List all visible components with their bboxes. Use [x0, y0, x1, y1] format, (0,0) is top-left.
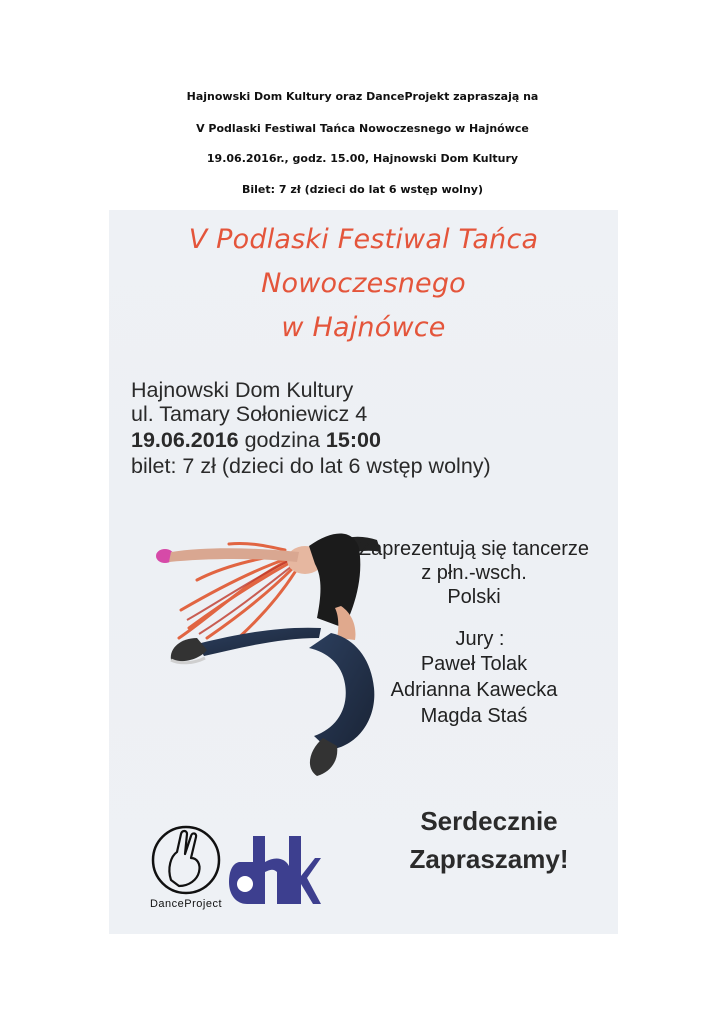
danceproject-logo-text: DanceProject	[149, 898, 223, 910]
poster-title-line-3: w Hajnówce	[281, 312, 446, 343]
danceproject-hand-icon	[131, 822, 241, 898]
poster-title-line-2: Nowoczesnego	[261, 268, 466, 299]
festival-poster	[109, 210, 618, 934]
ticket-info: bilet: 7 zł (dzieci do lat 6 wstęp wolny)	[131, 454, 491, 478]
venue-name: Hajnowski Dom Kultury	[131, 378, 354, 402]
closing-line-1: Serdecznie	[420, 806, 558, 836]
header-line-4: Bilet: 7 zł (dzieci do lat 6 wstęp wolny)	[241, 183, 483, 196]
danceproject-logo	[131, 822, 241, 912]
event-date: 19.06.2016	[131, 428, 239, 452]
closing-line-2: Zapraszamy!	[409, 844, 569, 874]
event-datetime	[131, 428, 381, 453]
jury-member-3: Magda Staś	[420, 705, 528, 727]
header-line-3: 19.06.2016r., godz. 15.00, Hajnowski Dom Kultury	[206, 152, 519, 165]
presenters-line-2: z płn.-wsch.	[421, 562, 527, 584]
jury-label: Jury :	[455, 628, 505, 650]
event-time: 15:00	[325, 428, 381, 452]
jury-member-2: Adrianna Kawecka	[390, 679, 558, 701]
presenters-line-3: Polski	[447, 586, 501, 608]
dhk-logo	[227, 832, 322, 910]
header-line-1: Hajnowski Dom Kultury oraz DanceProjekt zapraszają na	[186, 90, 539, 103]
venue-address: ul. Tamary Sołoniewicz 4	[131, 402, 368, 426]
poster-title-line-1: V Podlaski Festiwal Tańca	[188, 224, 539, 255]
presenters-line-1: Zaprezentują się tancerze	[358, 538, 590, 560]
jury-member-1: Paweł Tolak	[420, 653, 528, 675]
time-label: godzina	[244, 428, 320, 452]
header-line-2: V Podlaski Festiwal Tańca Nowoczesnego w Hajnówce	[196, 122, 529, 135]
